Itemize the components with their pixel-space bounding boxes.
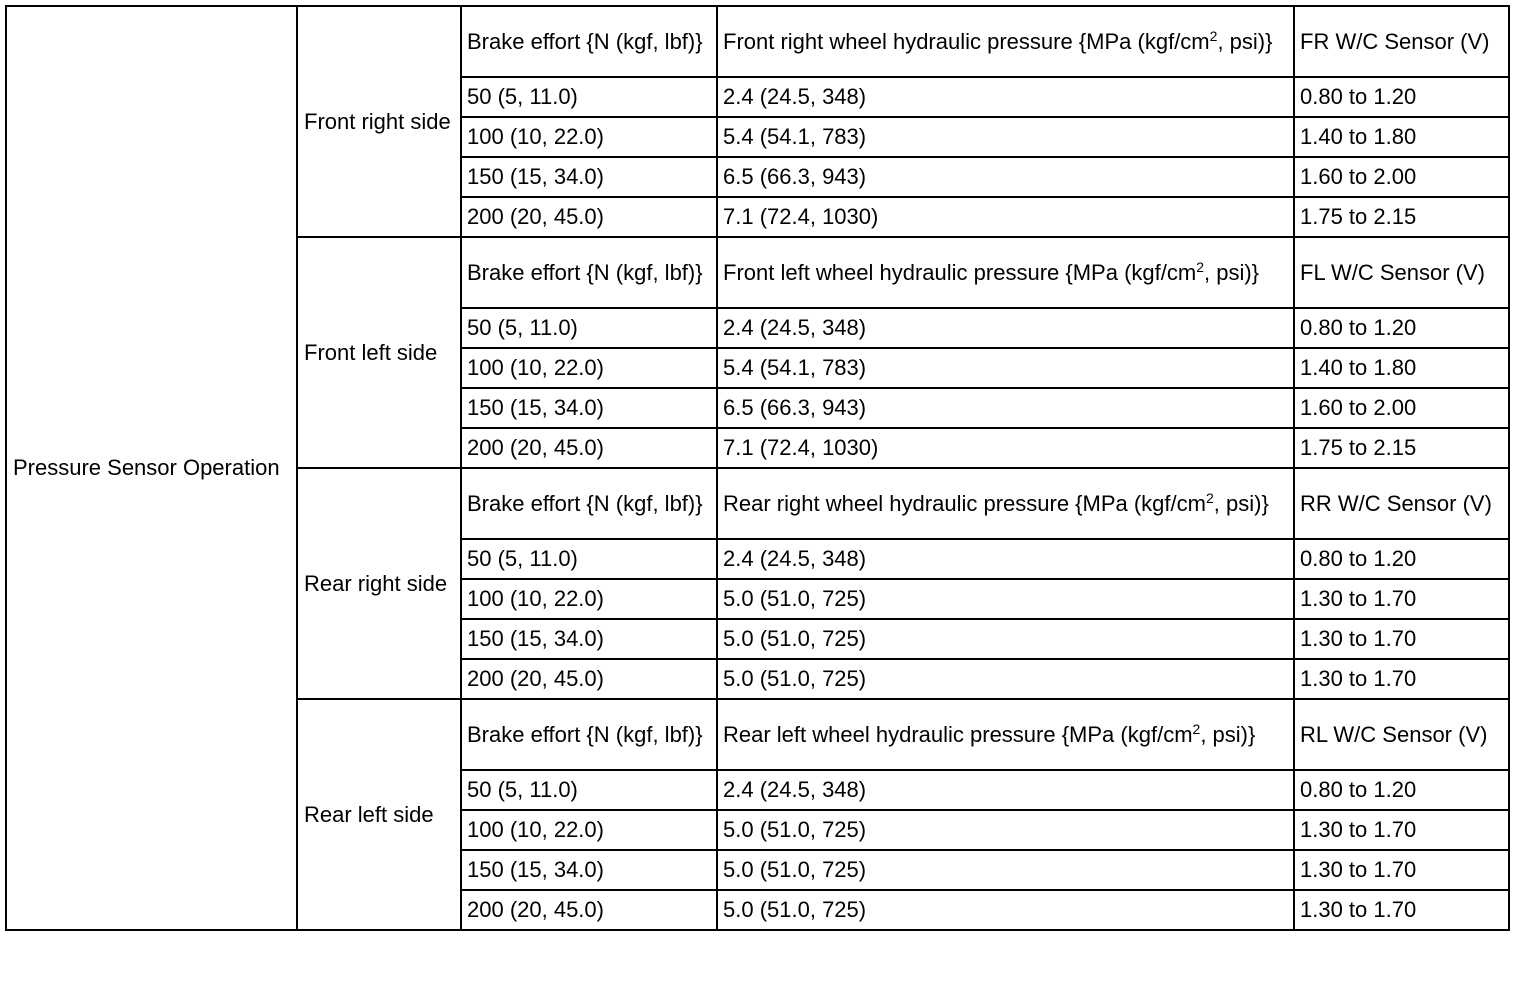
side-label: Rear left side bbox=[297, 699, 461, 930]
sensor-voltage-cell: 1.75 to 2.15 bbox=[1294, 428, 1509, 468]
hydraulic-pressure-cell: 2.4 (24.5, 348) bbox=[717, 770, 1294, 810]
brake-effort-header: Brake effort {N (kgf, lbf)} bbox=[461, 468, 717, 539]
brake-effort-cell: 150 (15, 34.0) bbox=[461, 157, 717, 197]
side-label: Front left side bbox=[297, 237, 461, 468]
pressure-sensor-spec-table bbox=[5, 5, 1510, 931]
hydraulic-pressure-cell: 5.0 (51.0, 725) bbox=[717, 659, 1294, 699]
hydraulic-pressure-cell: 5.4 (54.1, 783) bbox=[717, 117, 1294, 157]
brake-effort-header: Brake effort {N (kgf, lbf)} bbox=[461, 237, 717, 308]
brake-effort-cell: 100 (10, 22.0) bbox=[461, 579, 717, 619]
brake-effort-cell: 50 (5, 11.0) bbox=[461, 539, 717, 579]
sensor-voltage-cell: 1.30 to 1.70 bbox=[1294, 890, 1509, 930]
hydraulic-pressure-cell: 5.0 (51.0, 725) bbox=[717, 850, 1294, 890]
brake-effort-cell: 50 (5, 11.0) bbox=[461, 77, 717, 117]
brake-effort-cell: 200 (20, 45.0) bbox=[461, 890, 717, 930]
hydraulic-pressure-cell: 5.0 (51.0, 725) bbox=[717, 619, 1294, 659]
sensor-voltage-cell: 1.30 to 1.70 bbox=[1294, 659, 1509, 699]
sensor-voltage-cell: 1.60 to 2.00 bbox=[1294, 388, 1509, 428]
sensor-voltage-cell: 0.80 to 1.20 bbox=[1294, 770, 1509, 810]
hydraulic-pressure-cell: 5.0 (51.0, 725) bbox=[717, 890, 1294, 930]
inspection-item-label: Pressure Sensor Operation bbox=[6, 6, 297, 930]
brake-effort-cell: 200 (20, 45.0) bbox=[461, 428, 717, 468]
brake-effort-cell: 100 (10, 22.0) bbox=[461, 117, 717, 157]
sensor-voltage-cell: 1.30 to 1.70 bbox=[1294, 619, 1509, 659]
group-header-row bbox=[6, 6, 1509, 77]
sensor-voltage-cell: 0.80 to 1.20 bbox=[1294, 77, 1509, 117]
sensor-voltage-header: RR W/C Sensor (V) bbox=[1294, 468, 1509, 539]
side-label: Front right side bbox=[297, 6, 461, 237]
brake-effort-cell: 150 (15, 34.0) bbox=[461, 850, 717, 890]
hydraulic-pressure-header: Rear left wheel hydraulic pressure {MPa ($kgf/cm^2$, psi)} bbox=[717, 699, 1294, 770]
sensor-voltage-cell: 1.40 to 1.80 bbox=[1294, 348, 1509, 388]
hydraulic-pressure-cell: 5.0 (51.0, 725) bbox=[717, 579, 1294, 619]
hydraulic-pressure-header: Rear right wheel hydraulic pressure {MPa ($kgf/cm^2$, psi)} bbox=[717, 468, 1294, 539]
hydraulic-pressure-header: Front right wheel hydraulic pressure {MPa ($kgf/cm^2$, psi)} bbox=[717, 6, 1294, 77]
sensor-voltage-header: RL W/C Sensor (V) bbox=[1294, 699, 1509, 770]
brake-effort-cell: 100 (10, 22.0) bbox=[461, 810, 717, 850]
brake-effort-header: Brake effort {N (kgf, lbf)} bbox=[461, 6, 717, 77]
brake-effort-cell: 50 (5, 11.0) bbox=[461, 308, 717, 348]
brake-effort-cell: 100 (10, 22.0) bbox=[461, 348, 717, 388]
hydraulic-pressure-cell: 6.5 (66.3, 943) bbox=[717, 388, 1294, 428]
brake-effort-cell: 200 (20, 45.0) bbox=[461, 659, 717, 699]
hydraulic-pressure-cell: 5.0 (51.0, 725) bbox=[717, 810, 1294, 850]
sensor-voltage-cell: 0.80 to 1.20 bbox=[1294, 539, 1509, 579]
sensor-voltage-cell: 1.30 to 1.70 bbox=[1294, 850, 1509, 890]
sensor-voltage-cell: 1.30 to 1.70 bbox=[1294, 810, 1509, 850]
hydraulic-pressure-header: Front left wheel hydraulic pressure {MPa ($kgf/cm^2$, psi)} bbox=[717, 237, 1294, 308]
brake-effort-cell: 150 (15, 34.0) bbox=[461, 388, 717, 428]
hydraulic-pressure-cell: 7.1 (72.4, 1030) bbox=[717, 197, 1294, 237]
sensor-voltage-header: FR W/C Sensor (V) bbox=[1294, 6, 1509, 77]
side-label: Rear right side bbox=[297, 468, 461, 699]
hydraulic-pressure-cell: 2.4 (24.5, 348) bbox=[717, 308, 1294, 348]
brake-effort-cell: 50 (5, 11.0) bbox=[461, 770, 717, 810]
sensor-voltage-cell: 1.30 to 1.70 bbox=[1294, 579, 1509, 619]
sensor-voltage-cell: 1.75 to 2.15 bbox=[1294, 197, 1509, 237]
sensor-voltage-cell: 1.40 to 1.80 bbox=[1294, 117, 1509, 157]
sensor-voltage-cell: 1.60 to 2.00 bbox=[1294, 157, 1509, 197]
hydraulic-pressure-cell: 7.1 (72.4, 1030) bbox=[717, 428, 1294, 468]
brake-effort-header: Brake effort {N (kgf, lbf)} bbox=[461, 699, 717, 770]
hydraulic-pressure-cell: 2.4 (24.5, 348) bbox=[717, 539, 1294, 579]
sensor-voltage-cell: 0.80 to 1.20 bbox=[1294, 308, 1509, 348]
hydraulic-pressure-cell: 5.4 (54.1, 783) bbox=[717, 348, 1294, 388]
hydraulic-pressure-cell: 2.4 (24.5, 348) bbox=[717, 77, 1294, 117]
sensor-voltage-header: FL W/C Sensor (V) bbox=[1294, 237, 1509, 308]
brake-effort-cell: 200 (20, 45.0) bbox=[461, 197, 717, 237]
hydraulic-pressure-cell: 6.5 (66.3, 943) bbox=[717, 157, 1294, 197]
brake-effort-cell: 150 (15, 34.0) bbox=[461, 619, 717, 659]
